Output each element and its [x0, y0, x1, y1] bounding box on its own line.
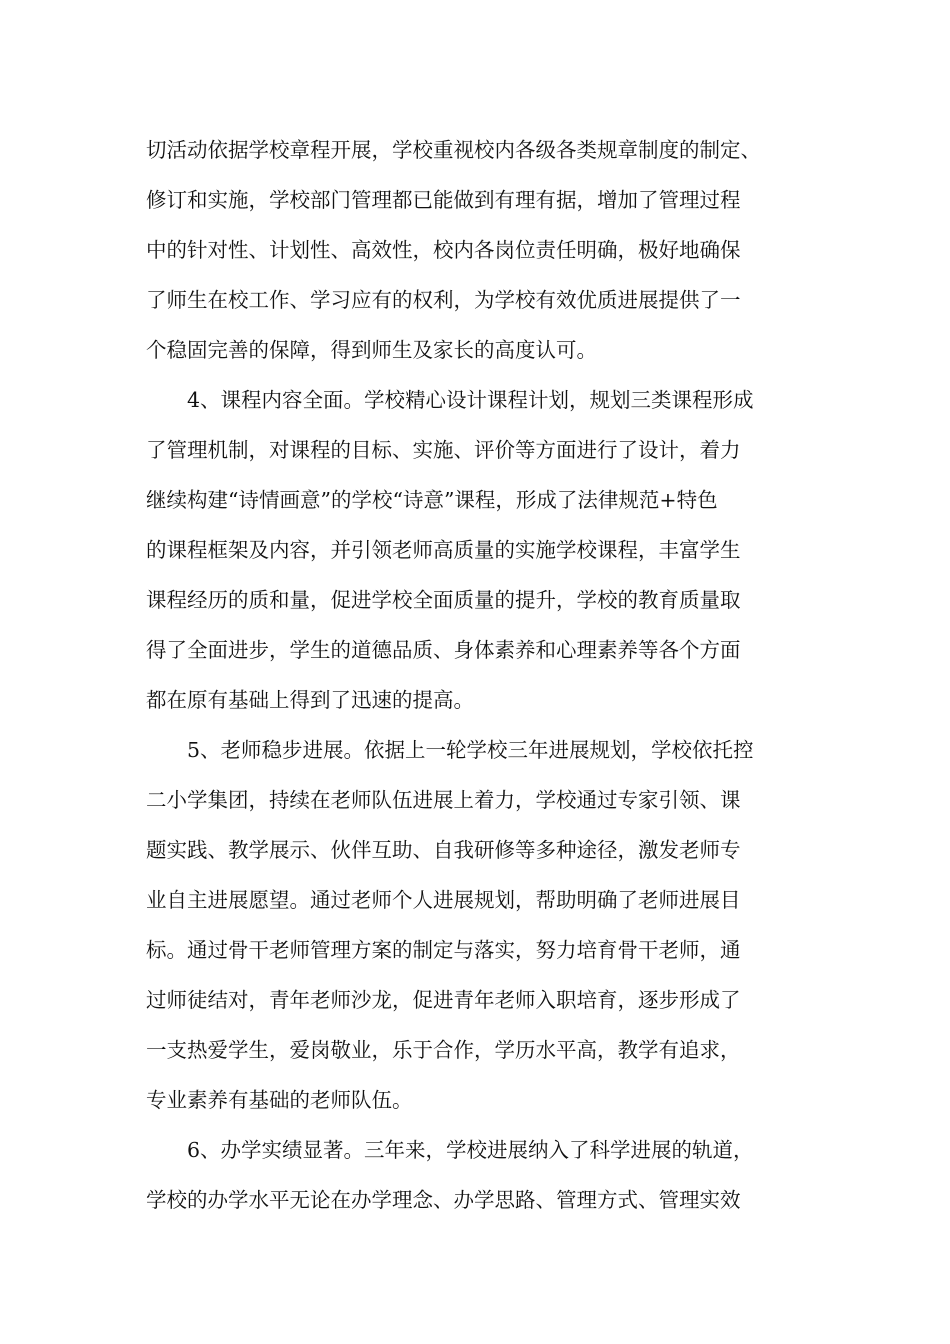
text-line: 都在原有基础上得到了迅速的提高。 [146, 688, 474, 712]
text-line: 业自主进展愿望。通过老师个人进展规划，帮助明确了老师进展目 [146, 888, 741, 912]
text-line: 过师徒结对，青年老师沙龙，促进青年老师入职培育，逐步形成了 [146, 988, 741, 1012]
paragraph-start-line: 6、办学实绩显著。三年来，学校进展纳入了科学进展的轨道， [187, 1138, 754, 1162]
text-line: 标。通过骨干老师管理方案的制定与落实，努力培育骨干老师，通 [146, 938, 741, 962]
text-line: 的课程框架及内容，并引领老师高质量的实施学校课程，丰富学生 [146, 538, 741, 562]
text-line: 专业素养有基础的老师队伍。 [146, 1088, 413, 1112]
text-line: 中的针对性、计划性、高效性，校内各岗位责任明确，极好地确保 [146, 238, 741, 262]
paragraph-start-line: 4、课程内容全面。学校精心设计课程计划，规划三类课程形成 [187, 388, 754, 412]
paragraph-start-line: 5、老师稳步进展。依据上一轮学校三年进展规划，学校依托控 [187, 738, 754, 762]
text-line: 个稳固完善的保障，得到师生及家长的高度认可。 [146, 338, 597, 362]
text-line: 了管理机制，对课程的目标、实施、评价等方面进行了设计，着力 [146, 438, 741, 462]
text-line: 题实践、教学展示、伙伴互助、自我研修等多种途径，激发老师专 [146, 838, 741, 862]
text-line: 修订和实施，学校部门管理都已能做到有理有据，增加了管理过程 [146, 188, 741, 212]
text-line: 得了全面进步，学生的道德品质、身体素养和心理素养等各个方面 [146, 638, 741, 662]
text-line: 学校的办学水平无论在办学理念、办学思路、管理方式、管理实效 [146, 1188, 741, 1212]
text-line: 课程经历的质和量，促进学校全面质量的提升，学校的教育质量取 [146, 588, 741, 612]
text-line: 二小学集团，持续在老师队伍进展上着力，学校通过专家引领、课 [146, 788, 741, 812]
text-line: 继续构建“诗情画意”的学校“诗意”课程，形成了法律规范+特色 [146, 488, 718, 512]
text-line: 一支热爱学生，爱岗敬业，乐于合作，学历水平高，教学有追求， [146, 1038, 741, 1062]
text-line: 切活动依据学校章程开展，学校重视校内各级各类规章制度的制定、 [146, 138, 761, 162]
text-line: 了师生在校工作、学习应有的权利，为学校有效优质进展提供了一 [146, 288, 741, 312]
